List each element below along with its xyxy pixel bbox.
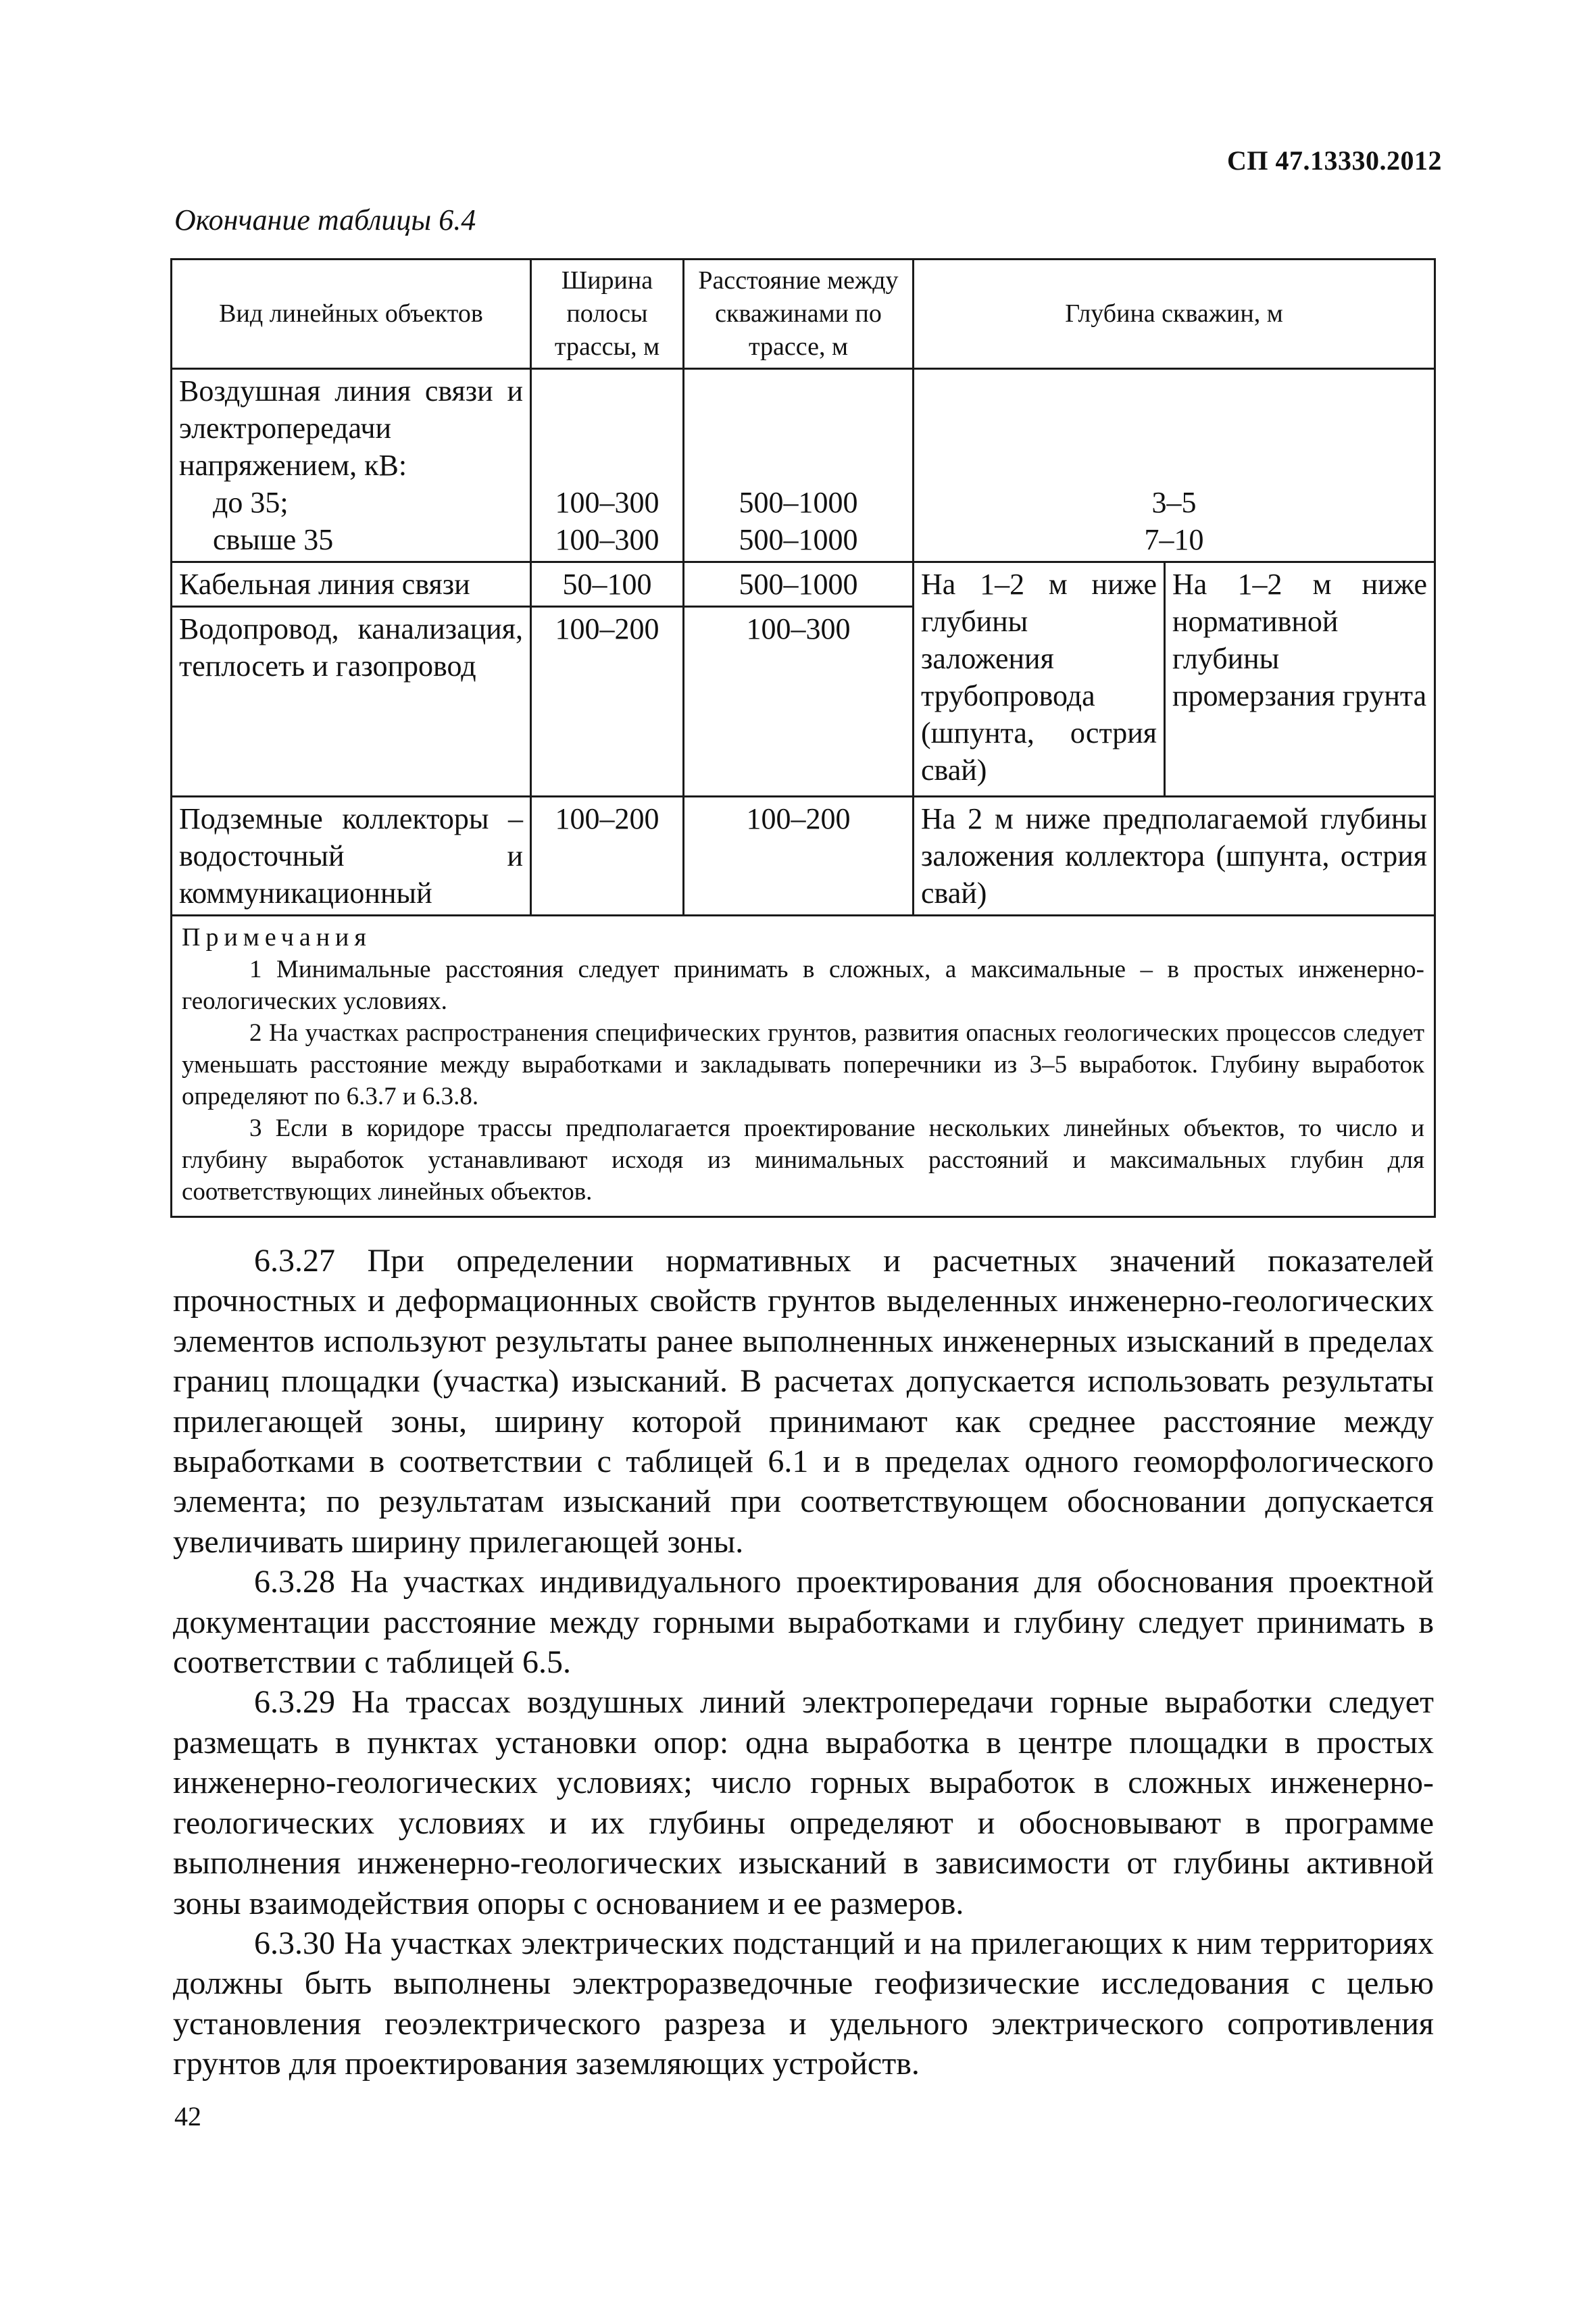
cell-width-overhead	[531, 369, 684, 562]
paragraph-6-3-29: 6.3.29 На трассах воздушных линий электропередачи горные выработки следует размещать в пунктах установки опор: одна выработка в центре площадки в простых инженерно-геологических условиях; число горных выработок в сложных инженерно-геологических условиях и их глубины определяют и обосновывают в программе выполнения инженерно-геологических изысканий в зависимости от глубины активной зоны взаимодействия опоры с основанием и ее размеров.	[173, 1684, 1434, 1921]
table-header-row	[172, 260, 1435, 369]
column-header-width: Ширина полосы трассы, м	[531, 260, 684, 369]
note-3: 3 Если в коридоре трассы предполагается проектирование нескольких линейных объектов, то число и глубину выработок устанавливают исходя из минимальных расстояний и максимальных глубин для соответствующих линейных объектов.	[182, 1114, 1424, 1206]
boreholes-table	[170, 258, 1436, 1218]
body-text	[173, 1241, 1434, 2084]
table-notes	[172, 916, 1435, 1217]
paragraph-6-3-27: 6.3.27 При определении нормативных и расчетных значений показателей прочностных и деформационных свойств грунтов выделенных инженерно-геологических элементов используют результаты ранее выполненных инженерных изысканий в пределах границ площадки (участка) изысканий. В расчетах допускается использовать результаты прилегающей зоны, ширину которой принимают как среднее расстояние между выработками в соответствии с таблицей 6.1 и в пределах одного геоморфологического элемента; по результатам изысканий при соответствующем обосновании допускается увеличивать ширину прилегающей зоны.	[173, 1243, 1434, 1560]
overhead-depth-1: 3–5	[1151, 486, 1197, 519]
column-header-distance: Расстояние между скважинами по трассе, м	[684, 260, 914, 369]
cell-type-water: Водопровод, канализация, теплосеть и газопровод	[172, 607, 531, 797]
cell-distance-water: 100–300	[684, 607, 914, 797]
document-code: СП 47.13330.2012	[1227, 145, 1442, 176]
overhead-depth-2: 7–10	[1144, 523, 1204, 556]
column-header-type: Вид линейных объектов	[172, 260, 531, 369]
cell-type-overhead	[172, 369, 531, 562]
overhead-distance-1: 500–1000	[739, 486, 858, 519]
cell-width-water: 100–200	[531, 607, 684, 797]
overhead-sub-label-2: свыше 35	[213, 523, 334, 556]
column-header-depth: Глубина скважин, м	[914, 260, 1435, 369]
table-caption: Окончание таблицы 6.4	[174, 203, 476, 237]
table-row-collectors	[172, 797, 1435, 916]
table-row-cable-line	[172, 562, 1435, 607]
cell-depth-pipeline: На 1–2 м ниже глубины заложения трубопровода (шпунта, острия свай)	[914, 562, 1165, 797]
cell-width-collectors: 100–200	[531, 797, 684, 916]
cell-width-cable: 50–100	[531, 562, 684, 607]
notes-title: Примечания	[182, 923, 372, 952]
paragraph-6-3-28: 6.3.28 На участках индивидуального проектирования для обоснования проектной документации расстояние между горными выработками и глубину следует принимать в соответствии с таблицей 6.5.	[173, 1564, 1434, 1681]
cell-distance-cable: 500–1000	[684, 562, 914, 607]
overhead-distance-2: 500–1000	[739, 523, 858, 556]
note-1: 1 Минимальные расстояния следует принимать в сложных, а максимальные – в простых инженерно-геологических условиях.	[182, 956, 1424, 1015]
page-number: 42	[174, 2101, 201, 2132]
note-2: 2 На участках распространения специфических грунтов, развития опасных геологических процессов следует уменьшать расстояние между выработками и закладывать поперечники из 3–5 выработок. Глубину выработок определяют по 6.3.7 и 6.3.8.	[182, 1019, 1424, 1110]
cell-depth-overhead	[914, 369, 1435, 562]
cell-distance-overhead	[684, 369, 914, 562]
overhead-width-2: 100–300	[555, 523, 659, 556]
cell-distance-collectors: 100–200	[684, 797, 914, 916]
cell-type-collectors: Подземные коллекторы – водосточный и коммуникационный	[172, 797, 531, 916]
cell-type-cable: Кабельная линия связи	[172, 562, 531, 607]
overhead-title: Воздушная линия связи и электропередачи напряжением, кВ:	[179, 374, 523, 482]
paragraph-6-3-30: 6.3.30 На участках электрических подстанций и на прилегающих к ним территориях должны быть выполнены электроразведочные геофизические исследования с целью установления геоэлектрического разреза и удельного электрического сопротивления грунтов для проектирования заземляющих устройств.	[173, 1925, 1434, 2082]
overhead-sub-label-1: до 35;	[213, 486, 289, 519]
cell-depth-collectors: На 2 м ниже предполагаемой глубины заложения коллектора (шпунта, острия свай)	[914, 797, 1435, 916]
table-row-overhead-line	[172, 369, 1435, 562]
overhead-width-1: 100–300	[555, 486, 659, 519]
table-notes-row	[172, 916, 1435, 1217]
cell-depth-frost: На 1–2 м ниже нормативной глубины промерзания грунта	[1165, 562, 1435, 797]
